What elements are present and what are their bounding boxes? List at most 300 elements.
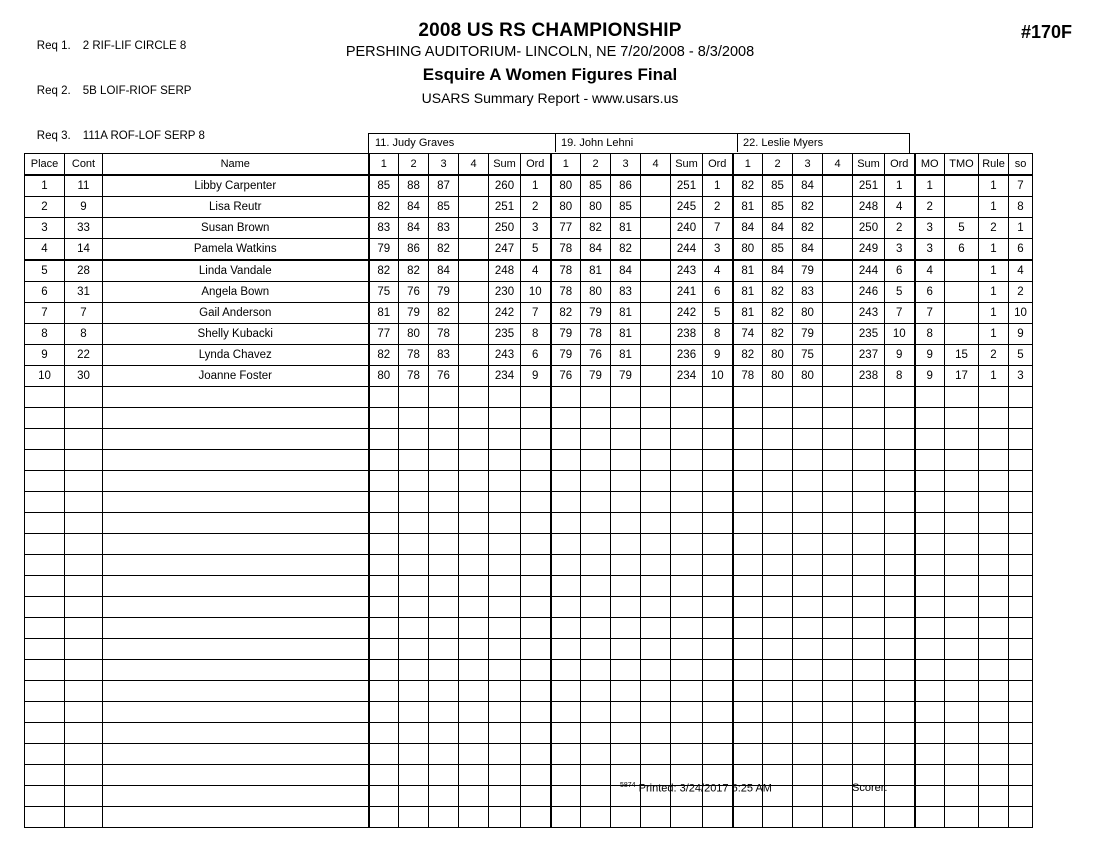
cell-rule: 2 xyxy=(979,345,1009,366)
cell-blank xyxy=(1009,555,1033,576)
cell-j1-ord: 5 xyxy=(521,239,551,261)
table-row xyxy=(25,282,1033,303)
cell-blank xyxy=(733,492,763,513)
cell-blank xyxy=(459,702,489,723)
cell-blank xyxy=(915,555,945,576)
cell-name: Lisa Reutr xyxy=(103,197,369,218)
col-rule: Rule xyxy=(979,154,1009,176)
cell-mo: 9 xyxy=(915,345,945,366)
cell-blank xyxy=(65,765,103,786)
cell-blank xyxy=(793,681,823,702)
cell-j1-f4 xyxy=(459,324,489,345)
cell-blank xyxy=(703,618,733,639)
judge-2-label: 19. John Lehni xyxy=(561,137,634,149)
cell-blank xyxy=(823,408,853,429)
cell-j1-f1: 85 xyxy=(369,175,399,197)
cell-blank xyxy=(793,387,823,408)
cell-blank xyxy=(979,639,1009,660)
cell-blank xyxy=(1009,429,1033,450)
cell-j1-f1: 82 xyxy=(369,260,399,282)
table-row xyxy=(25,303,1033,324)
cell-blank xyxy=(703,555,733,576)
cell-blank xyxy=(521,723,551,744)
cell-blank xyxy=(1009,534,1033,555)
cell-blank xyxy=(885,387,915,408)
cell-j3-f4 xyxy=(823,260,853,282)
cell-blank xyxy=(915,660,945,681)
table-row-blank xyxy=(25,471,1033,492)
cell-blank xyxy=(853,492,885,513)
cell-blank xyxy=(25,492,65,513)
cell-blank xyxy=(793,450,823,471)
cell-blank xyxy=(429,387,459,408)
cell-blank xyxy=(611,597,641,618)
cell-tmo: 15 xyxy=(945,345,979,366)
cell-blank xyxy=(885,429,915,450)
cell-blank xyxy=(611,807,641,828)
cell-j1-sum: 250 xyxy=(489,218,521,239)
cell-blank xyxy=(489,555,521,576)
cell-blank xyxy=(703,492,733,513)
cell-blank xyxy=(399,660,429,681)
cell-blank xyxy=(369,534,399,555)
cell-blank xyxy=(369,765,399,786)
cell-blank xyxy=(429,576,459,597)
cell-blank xyxy=(1009,492,1033,513)
col-j2-f3: 3 xyxy=(611,154,641,176)
cell-blank xyxy=(979,471,1009,492)
cell-blank xyxy=(979,513,1009,534)
cell-blank xyxy=(915,450,945,471)
cell-blank xyxy=(65,660,103,681)
table-row-blank xyxy=(25,723,1033,744)
cell-blank xyxy=(65,723,103,744)
cell-blank xyxy=(979,429,1009,450)
cell-blank xyxy=(641,492,671,513)
cell-blank xyxy=(369,681,399,702)
table-row-blank xyxy=(25,660,1033,681)
cell-blank xyxy=(733,807,763,828)
cell-blank xyxy=(671,639,703,660)
cell-blank xyxy=(823,681,853,702)
cell-j3-f2: 82 xyxy=(763,303,793,324)
cell-blank xyxy=(641,576,671,597)
cell-so: 6 xyxy=(1009,239,1033,261)
cell-j3-sum: 248 xyxy=(853,197,885,218)
cell-blank xyxy=(853,660,885,681)
cell-blank xyxy=(915,408,945,429)
cell-mo: 8 xyxy=(915,324,945,345)
cell-j1-f1: 79 xyxy=(369,239,399,261)
cell-blank xyxy=(429,555,459,576)
cell-blank xyxy=(65,786,103,807)
cell-blank xyxy=(521,660,551,681)
col-j2-ord: Ord xyxy=(703,154,733,176)
cell-blank xyxy=(489,723,521,744)
cell-blank xyxy=(885,492,915,513)
cell-rule: 1 xyxy=(979,324,1009,345)
cell-j2-f2: 81 xyxy=(581,260,611,282)
col-j1-f3: 3 xyxy=(429,154,459,176)
cell-blank xyxy=(915,429,945,450)
table-row xyxy=(25,324,1033,345)
cell-blank xyxy=(551,576,581,597)
cell-blank xyxy=(611,744,641,765)
cell-blank xyxy=(641,639,671,660)
cell-blank xyxy=(459,618,489,639)
cell-blank xyxy=(793,618,823,639)
cell-blank xyxy=(611,450,641,471)
cell-blank xyxy=(763,450,793,471)
cell-j3-ord: 9 xyxy=(885,345,915,366)
venue-dates: PERSHING AUDITORIUM- LINCOLN, NE 7/20/2008 - 8/3/2008 xyxy=(345,44,755,60)
cell-j1-sum: 242 xyxy=(489,303,521,324)
cell-j3-f2: 85 xyxy=(763,175,793,197)
cell-j3-ord: 2 xyxy=(885,218,915,239)
cell-blank xyxy=(65,555,103,576)
cell-blank xyxy=(25,723,65,744)
cell-j3-sum: 246 xyxy=(853,282,885,303)
cell-j2-f3: 82 xyxy=(611,239,641,261)
cell-blank xyxy=(429,408,459,429)
table-row xyxy=(25,345,1033,366)
cell-j1-f1: 80 xyxy=(369,366,399,387)
cell-blank xyxy=(103,807,369,828)
cell-blank xyxy=(399,744,429,765)
cell-blank xyxy=(369,492,399,513)
col-j1-sum: Sum xyxy=(489,154,521,176)
cell-blank xyxy=(551,597,581,618)
cell-blank xyxy=(103,660,369,681)
col-j2-f2: 2 xyxy=(581,154,611,176)
cell-blank xyxy=(611,576,641,597)
cell-blank xyxy=(521,534,551,555)
cell-blank xyxy=(885,723,915,744)
cell-j3-f3: 79 xyxy=(793,324,823,345)
cell-blank xyxy=(823,555,853,576)
cell-blank xyxy=(65,387,103,408)
cell-blank xyxy=(459,807,489,828)
cell-j1-f3: 78 xyxy=(429,324,459,345)
cell-blank xyxy=(25,765,65,786)
cell-j3-f1: 81 xyxy=(733,260,763,282)
cell-blank xyxy=(429,429,459,450)
printed-timestamp: Printed: 3/24/2017 6:25 AM xyxy=(638,782,772,795)
cell-blank xyxy=(945,576,979,597)
cell-blank xyxy=(581,681,611,702)
cell-blank xyxy=(763,618,793,639)
cell-j3-f1: 81 xyxy=(733,197,763,218)
cell-blank xyxy=(853,702,885,723)
cell-j2-sum: 241 xyxy=(671,282,703,303)
cell-blank xyxy=(915,492,945,513)
cell-blank xyxy=(641,429,671,450)
cell-j2-f1: 80 xyxy=(551,197,581,218)
cell-j3-f2: 80 xyxy=(763,366,793,387)
cell-j2-sum: 245 xyxy=(671,197,703,218)
cell-rule: 1 xyxy=(979,197,1009,218)
cell-mo: 9 xyxy=(915,366,945,387)
cell-j1-f2: 84 xyxy=(399,218,429,239)
cell-blank xyxy=(489,807,521,828)
cell-blank xyxy=(369,408,399,429)
cell-blank xyxy=(733,576,763,597)
cell-blank xyxy=(885,534,915,555)
cell-blank xyxy=(703,576,733,597)
cell-blank xyxy=(733,429,763,450)
cell-j2-f4 xyxy=(641,175,671,197)
cell-blank xyxy=(641,387,671,408)
table-row-blank xyxy=(25,681,1033,702)
cell-j2-f1: 78 xyxy=(551,260,581,282)
col-j1-f2: 2 xyxy=(399,154,429,176)
cell-blank xyxy=(429,702,459,723)
cell-j1-sum: 248 xyxy=(489,260,521,282)
cell-blank xyxy=(429,471,459,492)
cell-blank xyxy=(823,702,853,723)
cell-place: 3 xyxy=(25,218,65,239)
cell-name: Angela Bown xyxy=(103,282,369,303)
cell-blank xyxy=(979,576,1009,597)
cell-so: 9 xyxy=(1009,324,1033,345)
cell-blank xyxy=(459,723,489,744)
cell-j1-f2: 86 xyxy=(399,239,429,261)
cell-blank xyxy=(885,786,915,807)
cell-blank xyxy=(945,744,979,765)
cell-blank xyxy=(763,681,793,702)
cell-blank xyxy=(369,618,399,639)
cell-so: 1 xyxy=(1009,218,1033,239)
requirement-number: Req 3. xyxy=(36,130,71,142)
cell-blank xyxy=(369,807,399,828)
cell-blank xyxy=(489,387,521,408)
cell-blank xyxy=(671,471,703,492)
cell-blank xyxy=(793,786,823,807)
cell-blank xyxy=(733,618,763,639)
cell-j2-f4 xyxy=(641,366,671,387)
cell-blank xyxy=(489,429,521,450)
cell-blank xyxy=(1009,744,1033,765)
cell-blank xyxy=(429,723,459,744)
cell-cont: 9 xyxy=(65,197,103,218)
cell-blank xyxy=(979,492,1009,513)
cell-j1-f2: 80 xyxy=(399,324,429,345)
cell-blank xyxy=(459,744,489,765)
cell-blank xyxy=(459,492,489,513)
cell-blank xyxy=(103,555,369,576)
table-row-blank xyxy=(25,429,1033,450)
cell-j3-f1: 80 xyxy=(733,239,763,261)
cell-blank xyxy=(459,555,489,576)
cell-blank xyxy=(521,744,551,765)
cell-blank xyxy=(763,702,793,723)
cell-blank xyxy=(25,471,65,492)
cell-j3-f2: 84 xyxy=(763,260,793,282)
cell-blank xyxy=(369,387,399,408)
cell-blank xyxy=(489,513,521,534)
cell-j2-f2: 85 xyxy=(581,175,611,197)
cell-blank xyxy=(763,555,793,576)
cell-j1-ord: 1 xyxy=(521,175,551,197)
cell-j1-f1: 77 xyxy=(369,324,399,345)
cell-tmo xyxy=(945,303,979,324)
cell-blank xyxy=(103,492,369,513)
cell-j1-f3: 83 xyxy=(429,345,459,366)
cell-blank xyxy=(1009,408,1033,429)
cell-j1-f4 xyxy=(459,260,489,282)
cell-j3-f2: 85 xyxy=(763,239,793,261)
cell-blank xyxy=(733,408,763,429)
col-j3-f1: 1 xyxy=(733,154,763,176)
cell-blank xyxy=(853,450,885,471)
cell-blank xyxy=(429,639,459,660)
cell-blank xyxy=(885,576,915,597)
cell-blank xyxy=(885,765,915,786)
cell-blank xyxy=(65,576,103,597)
cell-j2-f3: 81 xyxy=(611,218,641,239)
cell-j2-f4 xyxy=(641,303,671,324)
cell-j3-f4 xyxy=(823,175,853,197)
col-mo: MO xyxy=(915,154,945,176)
cell-blank xyxy=(369,702,399,723)
cell-j3-f1: 82 xyxy=(733,175,763,197)
cell-blank xyxy=(885,807,915,828)
cell-blank xyxy=(763,429,793,450)
cell-blank xyxy=(885,513,915,534)
cell-blank xyxy=(915,744,945,765)
cell-blank xyxy=(581,597,611,618)
cell-j2-f3: 81 xyxy=(611,345,641,366)
cell-blank xyxy=(551,786,581,807)
cell-blank xyxy=(885,597,915,618)
cell-blank xyxy=(459,576,489,597)
cell-blank xyxy=(551,450,581,471)
cell-blank xyxy=(823,807,853,828)
table-row-blank xyxy=(25,387,1033,408)
cell-blank xyxy=(671,492,703,513)
cell-blank xyxy=(65,639,103,660)
cell-blank xyxy=(671,807,703,828)
cell-so: 10 xyxy=(1009,303,1033,324)
cell-blank xyxy=(551,555,581,576)
cell-blank xyxy=(853,534,885,555)
cell-blank xyxy=(823,471,853,492)
cell-j1-ord: 4 xyxy=(521,260,551,282)
cell-j1-ord: 3 xyxy=(521,218,551,239)
cell-blank xyxy=(369,450,399,471)
cell-blank xyxy=(763,471,793,492)
cell-blank xyxy=(25,681,65,702)
cell-blank xyxy=(581,576,611,597)
cell-blank xyxy=(459,681,489,702)
cell-j1-f2: 88 xyxy=(399,175,429,197)
cell-place: 9 xyxy=(25,345,65,366)
cell-rule: 2 xyxy=(979,218,1009,239)
cell-blank xyxy=(489,639,521,660)
cell-blank xyxy=(399,471,429,492)
print-footer xyxy=(620,782,772,795)
cell-blank xyxy=(703,744,733,765)
cell-j1-sum: 260 xyxy=(489,175,521,197)
cell-blank xyxy=(103,702,369,723)
cell-blank xyxy=(945,408,979,429)
cell-j3-ord: 3 xyxy=(885,239,915,261)
cell-tmo: 6 xyxy=(945,239,979,261)
cell-blank xyxy=(885,408,915,429)
cell-j1-f2: 78 xyxy=(399,366,429,387)
cell-j1-f3: 84 xyxy=(429,260,459,282)
cell-blank xyxy=(979,681,1009,702)
cell-cont: 33 xyxy=(65,218,103,239)
cell-blank xyxy=(459,513,489,534)
cell-j2-f3: 85 xyxy=(611,197,641,218)
cell-blank xyxy=(25,807,65,828)
cell-blank xyxy=(945,639,979,660)
cell-blank xyxy=(979,387,1009,408)
cell-blank xyxy=(25,408,65,429)
cell-blank xyxy=(703,660,733,681)
cell-mo: 4 xyxy=(915,260,945,282)
cell-j1-ord: 10 xyxy=(521,282,551,303)
cell-j3-f4 xyxy=(823,345,853,366)
cell-j3-f4 xyxy=(823,239,853,261)
cell-blank xyxy=(581,471,611,492)
cell-blank xyxy=(399,765,429,786)
cell-blank xyxy=(25,744,65,765)
cell-blank xyxy=(703,639,733,660)
cell-blank xyxy=(763,807,793,828)
cell-j2-f3: 81 xyxy=(611,324,641,345)
cell-blank xyxy=(581,723,611,744)
cell-blank xyxy=(399,723,429,744)
cell-blank xyxy=(979,744,1009,765)
cell-blank xyxy=(369,555,399,576)
cell-j2-f2: 82 xyxy=(581,218,611,239)
cell-blank xyxy=(369,723,399,744)
cell-blank xyxy=(763,744,793,765)
cell-blank xyxy=(945,429,979,450)
cell-blank xyxy=(581,744,611,765)
cell-j3-f4 xyxy=(823,282,853,303)
cell-blank xyxy=(763,639,793,660)
cell-blank xyxy=(1009,618,1033,639)
cell-blank xyxy=(733,450,763,471)
cell-blank xyxy=(853,744,885,765)
cell-blank xyxy=(551,723,581,744)
cell-blank xyxy=(733,660,763,681)
cell-blank xyxy=(611,471,641,492)
cell-j2-f3: 86 xyxy=(611,175,641,197)
cell-blank xyxy=(65,429,103,450)
cell-blank xyxy=(581,408,611,429)
cell-j3-f3: 82 xyxy=(793,218,823,239)
cell-blank xyxy=(793,660,823,681)
cell-blank xyxy=(823,387,853,408)
table-row-blank xyxy=(25,618,1033,639)
cell-blank xyxy=(1009,471,1033,492)
cell-blank xyxy=(763,660,793,681)
cell-j2-f1: 78 xyxy=(551,239,581,261)
cell-blank xyxy=(103,618,369,639)
cell-blank xyxy=(763,408,793,429)
cell-j2-sum: 240 xyxy=(671,218,703,239)
cell-tmo xyxy=(945,324,979,345)
cell-blank xyxy=(369,786,399,807)
cell-blank xyxy=(581,387,611,408)
cell-j1-f2: 84 xyxy=(399,197,429,218)
cell-blank xyxy=(703,471,733,492)
cell-blank xyxy=(671,723,703,744)
